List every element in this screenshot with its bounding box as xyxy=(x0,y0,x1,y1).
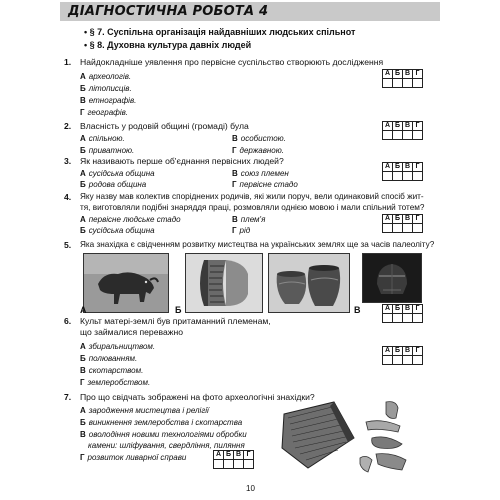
q1-option-c: В етнографів. xyxy=(80,96,137,105)
topic-7: • § 7. Суспільна організація найдавніших людських спільнот xyxy=(84,27,356,37)
photo-c-label: В xyxy=(354,305,361,315)
q6-option-a: А збиральництвом. xyxy=(80,342,156,351)
photo-a-bison-painting xyxy=(83,253,169,313)
photo-b-bracelet xyxy=(185,253,263,313)
photo-a-label: А xyxy=(80,305,87,315)
q2-answer-grid[interactable]: А Б В Г xyxy=(382,121,423,140)
q6-text-line2: що займалися переважно xyxy=(80,327,184,337)
q2-number: 2. xyxy=(64,121,72,131)
q3-option-d: Г первісне стадо xyxy=(232,180,298,189)
q2-option-a: А спільною. xyxy=(80,134,125,143)
q2-option-c: В особистою. xyxy=(232,134,286,143)
q7-text: Про що свідчать зображені на фото археологічні знахідки? xyxy=(80,392,315,402)
q4-option-a: А первісне людське стадо xyxy=(80,215,181,224)
q4-number: 4. xyxy=(64,192,72,202)
photo-b-label: Б xyxy=(175,305,182,315)
q6-text-line1: Культ матері-землі був притаманний племенам, xyxy=(80,316,271,326)
q7-option-a: А зародження мистецтва і релігії xyxy=(80,406,209,415)
q4-text-line1: Яку назву мав колектив споріднених родичів, які жили поруч, вели одинаковий спосіб жит- xyxy=(80,192,424,201)
q1-text: Найдокладніше уявлення про первісне суспільство створюють дослідження xyxy=(80,57,384,67)
q3-text: Як називають перше об'єднання первісних людей? xyxy=(80,156,284,166)
q7-number: 7. xyxy=(64,392,72,402)
q1-answer-grid[interactable]: А Б В Г xyxy=(382,69,423,88)
q2-text: Власність у родовій общині (громаді) була xyxy=(80,121,249,131)
q1-option-d: Г географів. xyxy=(80,108,129,117)
q3-option-a: А сусідська община xyxy=(80,169,155,178)
page-number: 10 xyxy=(246,484,255,493)
q1-number: 1. xyxy=(64,57,72,67)
q2-option-b: Б приватною. xyxy=(80,146,135,155)
q7-option-d: Г розвиток ливарної справи xyxy=(80,453,187,462)
q7-option-b: Б виникнення землеробства і скотарства xyxy=(80,418,243,427)
q6-option-b: Б полюванням. xyxy=(80,354,138,363)
q3-option-b: Б родова община xyxy=(80,180,147,189)
page-title: ДІАГНОСТИЧНА РОБОТА 4 xyxy=(60,2,440,21)
q7-answer-grid[interactable]: А Б В Г xyxy=(213,450,254,469)
q1-option-a: А археологів. xyxy=(80,72,132,81)
topic-8: • § 8. Духовна культура давніх людей xyxy=(84,40,252,50)
q5-answer-grid[interactable]: А Б В Г xyxy=(382,304,423,323)
q4-option-d: Г рід xyxy=(232,226,251,235)
q6-answer-grid[interactable]: А Б В Г xyxy=(382,346,423,365)
q7-photo-stone-tool xyxy=(278,398,358,472)
q4-answer-grid[interactable]: А Б В Г xyxy=(382,214,423,233)
q4-text-line2: тя, виготовляли подібні знаряддя праці, розмовляли однією мовою і мали спільний тотем? xyxy=(80,203,425,212)
q4-option-b: Б сусідська община xyxy=(80,226,155,235)
q7-option-c-cont: камени: шліфування, свердління, пиляння xyxy=(88,441,245,450)
q2-option-d: Г державною. xyxy=(232,146,284,155)
q7-option-c: В оволодіння новими технологіями обробки xyxy=(80,430,247,439)
photo-d-helmet xyxy=(362,253,422,303)
q1-option-b: Б літописців. xyxy=(80,84,132,93)
q6-number: 6. xyxy=(64,316,72,326)
q3-number: 3. xyxy=(64,156,72,166)
q5-number: 5. xyxy=(64,240,72,250)
q4-option-c: В плем'я xyxy=(232,215,266,224)
q6-option-c: В скотарством. xyxy=(80,366,144,375)
q6-option-d: Г землеробством. xyxy=(80,378,151,387)
q3-option-c: В союз племен xyxy=(232,169,289,178)
photo-c-pottery xyxy=(268,253,350,313)
q3-answer-grid[interactable]: А Б В Г xyxy=(382,162,423,181)
q5-text: Яка знахідка є свідченням розвитку мистецтва на українських землях ще за часів палеоліту? xyxy=(80,240,435,249)
q7-photo-bone-tools xyxy=(356,398,416,480)
